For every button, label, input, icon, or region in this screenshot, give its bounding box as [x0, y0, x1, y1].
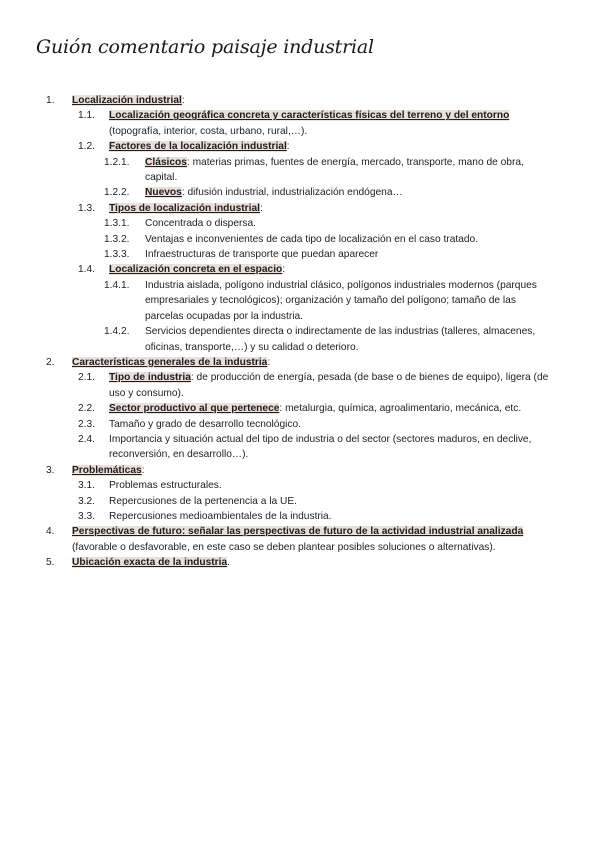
outline-detail: Problemas estructurales.: [109, 480, 222, 492]
outline-detail: :: [267, 356, 271, 368]
outline-item: [0, 247, 600, 262]
outline-number: 1.2.2.: [104, 187, 130, 199]
outline-detail: : metalurgia, química, agroalimentario, mecánica, etc.: [279, 403, 522, 415]
outline-text: [109, 401, 556, 416]
outline-detail: Servicios dependientes directa o indirectamente de las industrias (talleres, almacenes, oficinas, transporte,…) y su calidad o deterioro.: [145, 326, 536, 353]
outline-heading: Problemáticas: [72, 464, 142, 476]
outline-heading: Nuevos: [145, 187, 182, 199]
outline-detail: Industria aislada, polígono industrial clásico, polígonos industriales modernos (parques empresariales y tecnológicos); organización y tamaño del polígono; tamaño de las parcelas ocupadas por la industria.: [145, 279, 537, 322]
outline-item: [0, 278, 600, 324]
outline-text: [109, 509, 556, 524]
outline-number: 3.1.: [78, 480, 95, 492]
outline-text: [109, 432, 556, 463]
outline-number: 2.3.: [78, 418, 95, 430]
outline-number: 1.4.1.: [104, 279, 130, 291]
outline-detail: : de producción de energía, pesada (de base o de bienes de equipo), ligera (de uso y consumo).: [109, 372, 549, 399]
outline-item: [0, 355, 600, 370]
outline-heading: Sector productivo al que pertenece: [109, 403, 280, 415]
outline-heading: Ubicación exacta de la industria: [72, 557, 228, 569]
outline-detail: Repercusiones de la pertenencia a la UE.: [109, 495, 298, 507]
outline-text: [72, 355, 556, 370]
outline-text: [145, 216, 556, 231]
outline-number: 1.2.: [78, 141, 95, 153]
outline-number: 1.3.3.: [104, 249, 130, 261]
outline-list: [0, 93, 600, 571]
outline-item: [0, 324, 600, 355]
outline-detail: Ventajas e inconvenientes de cada tipo de localización en el caso tratado.: [145, 233, 479, 245]
outline-item: [0, 201, 600, 216]
outline-number: 1.3.2.: [104, 233, 130, 245]
outline-heading: Clásicos: [145, 156, 187, 168]
outline-number: 1.2.1.: [104, 156, 130, 168]
outline-heading: Localización geográfica concreta y características físicas del terreno y del entorno: [109, 110, 510, 122]
outline-detail: (favorable o desfavorable, en este caso se deben plantear posibles soluciones o alternativas).: [72, 541, 496, 553]
outline-number: 2.4.: [78, 433, 95, 445]
outline-text: [109, 370, 556, 401]
outline-text: [109, 478, 556, 493]
outline-item: [0, 417, 600, 432]
outline-item: [0, 93, 600, 108]
outline-text: [72, 524, 556, 555]
outline-text: [145, 232, 556, 247]
outline-item: [0, 139, 600, 154]
outline-detail: Importancia y situación actual del tipo de industria o del sector (sectores maduros, en declive, reconversión, en desarrollo…).: [109, 433, 532, 461]
outline-text: [109, 417, 556, 432]
outline-detail: :: [181, 95, 185, 106]
outline-number: 4.: [46, 526, 55, 538]
outline-detail: Repercusiones medioambientales de la industria.: [109, 510, 332, 522]
outline-text: [109, 139, 556, 154]
outline-detail: : difusión industrial, industrialización endógena…: [181, 187, 403, 199]
outline-heading: Tipo de industria: [109, 372, 191, 384]
outline-heading: Localización industrial: [72, 95, 182, 106]
outline-item: [0, 401, 600, 416]
outline-number: 1.3.1.: [104, 218, 130, 230]
outline-detail: :: [286, 141, 290, 153]
outline-text: [109, 494, 556, 509]
outline-detail: Concentrada o dispersa.: [145, 218, 256, 230]
outline-text: [145, 185, 556, 200]
outline-item: [0, 478, 600, 493]
outline-text: [109, 262, 556, 277]
outline-item: [0, 262, 600, 277]
outline-number: 3.2.: [78, 495, 95, 507]
outline-number: 1.3.: [78, 202, 95, 214]
outline-heading: Tipos de localización industrial: [109, 202, 260, 214]
outline-text: [72, 93, 556, 108]
outline-number: 1.4.: [78, 264, 95, 276]
outline-text: [72, 555, 556, 570]
outline-item: [0, 432, 600, 463]
outline-number: 3.: [46, 464, 55, 476]
outline-heading: Perspectivas de futuro: señalar las perspectivas de futuro de la actividad industrial analizada: [72, 526, 524, 538]
outline-detail: .: [227, 557, 230, 569]
outline-heading: Localización concreta en el espacio: [109, 264, 283, 276]
outline-number: 5.: [46, 557, 55, 569]
outline-heading: Factores de la localización industrial: [109, 141, 287, 153]
outline-detail: : materias primas, fuentes de energía, mercado, transporte, mano de obra, capital.: [145, 156, 524, 184]
outline-detail: Tamaño y grado de desarrollo tecnológico.: [109, 418, 301, 430]
outline-item: [0, 216, 600, 231]
outline-item: [0, 232, 600, 247]
outline-detail: :: [141, 464, 145, 476]
outline-text: [145, 155, 556, 186]
outline-item: [0, 555, 600, 570]
outline-detail: :: [282, 264, 286, 276]
outline-number: 3.3.: [78, 510, 95, 522]
outline-text: [145, 278, 556, 324]
outline-item: [0, 155, 600, 186]
outline-item: [0, 185, 600, 200]
outline-heading: Características generales de la industria: [72, 356, 268, 368]
document-title: Guión comentario paisaje industrial: [36, 36, 374, 58]
outline-item: [0, 370, 600, 401]
outline-number: 2.1.: [78, 372, 95, 384]
outline-number: 2.2.: [78, 403, 95, 415]
outline-item: [0, 494, 600, 509]
outline-detail: (topografía, interior, costa, urbano, rural,…).: [109, 125, 308, 137]
outline-number: 1.4.2.: [104, 326, 130, 338]
outline-detail: Infraestructuras de transporte que puedan aparecer: [145, 249, 379, 261]
outline-item: [0, 463, 600, 478]
outline-text: [145, 247, 556, 262]
outline-item: [0, 108, 600, 139]
outline-detail: :: [259, 202, 263, 214]
outline-text: [109, 108, 556, 139]
outline-number: 2.: [46, 356, 55, 368]
outline-item: [0, 509, 600, 524]
outline-number: 1.: [46, 95, 55, 106]
outline-text: [145, 324, 556, 355]
outline-number: 1.1.: [78, 110, 95, 122]
outline-item: [0, 524, 600, 555]
outline-text: [109, 201, 556, 216]
outline-text: [72, 463, 556, 478]
